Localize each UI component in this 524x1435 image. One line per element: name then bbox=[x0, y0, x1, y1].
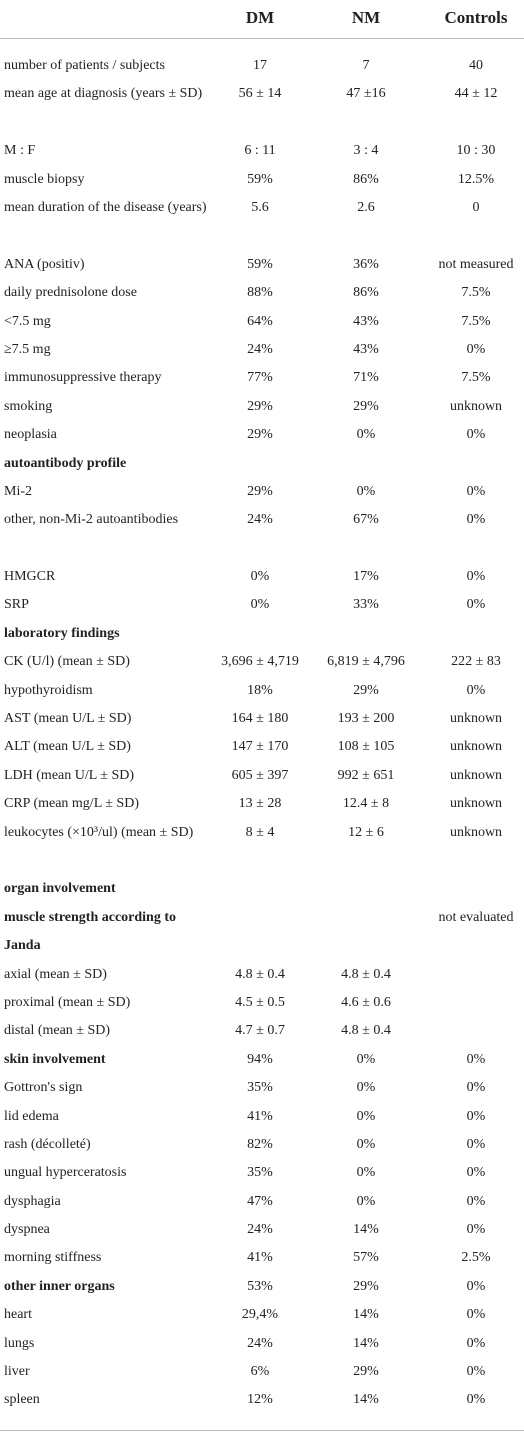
table-row bbox=[0, 450, 524, 478]
cell-nm: 4.8 ± 0.4 bbox=[341, 1023, 391, 1039]
table-row bbox=[0, 364, 524, 392]
row-label: morning stiffness bbox=[4, 1250, 102, 1266]
table-row bbox=[0, 166, 524, 194]
cell-dm: 82% bbox=[247, 1136, 273, 1152]
table-row bbox=[0, 989, 524, 1017]
cell-controls: 0% bbox=[466, 483, 486, 499]
cell-controls: 44 ± 12 bbox=[454, 86, 498, 102]
cell-nm: 0% bbox=[356, 1193, 376, 1209]
cell-controls: 0% bbox=[466, 427, 486, 443]
row-label: other, non-Mi-2 autoantibodies bbox=[4, 512, 179, 528]
cell-controls: 10 : 30 bbox=[456, 143, 496, 159]
cell-controls: 7.5% bbox=[461, 370, 491, 386]
cell-nm: 14% bbox=[353, 1335, 379, 1351]
row-label: other inner organs bbox=[4, 1278, 115, 1294]
row-label: axial (mean ± SD) bbox=[4, 966, 107, 982]
cell-controls: unknown bbox=[449, 739, 503, 755]
cell-dm: 29% bbox=[247, 398, 273, 414]
table-row bbox=[0, 279, 524, 307]
table-row bbox=[0, 1103, 524, 1131]
cell-nm: 29% bbox=[353, 1278, 379, 1294]
cell-dm: 24% bbox=[247, 1335, 273, 1351]
cell-nm: 0% bbox=[356, 1136, 376, 1152]
row-label: Gottron's sign bbox=[4, 1080, 83, 1096]
cell-controls: 0% bbox=[466, 1392, 486, 1408]
cell-dm: 605 ± 397 bbox=[231, 767, 289, 783]
cell-controls: 0% bbox=[466, 1080, 486, 1096]
cell-dm: 88% bbox=[247, 285, 273, 301]
cell-dm: 29,4% bbox=[241, 1307, 279, 1323]
cell-dm: 94% bbox=[247, 1051, 273, 1067]
table-row bbox=[0, 762, 524, 790]
cell-dm: 41% bbox=[247, 1108, 273, 1124]
cell-dm: 4.7 ± 0.7 bbox=[235, 1023, 285, 1039]
cell-controls: 0% bbox=[466, 1051, 486, 1067]
table-row bbox=[0, 393, 524, 421]
row-label: M : F bbox=[4, 143, 36, 159]
table-row bbox=[0, 1074, 524, 1102]
table-row bbox=[0, 961, 524, 989]
column-header-nm: NM bbox=[351, 8, 381, 27]
cell-dm: 12% bbox=[247, 1392, 273, 1408]
row-label: liver bbox=[4, 1364, 30, 1380]
cell-controls: unknown bbox=[449, 767, 503, 783]
cell-controls: 0% bbox=[466, 1108, 486, 1124]
table-row bbox=[0, 875, 524, 903]
cell-controls: 7.5% bbox=[461, 313, 491, 329]
cell-nm: 86% bbox=[353, 285, 379, 301]
cell-dm: 56 ± 14 bbox=[238, 86, 282, 102]
cell-dm: 8 ± 4 bbox=[245, 824, 275, 840]
cell-dm: 17 bbox=[253, 58, 267, 73]
row-label: CRP (mean mg/L ± SD) bbox=[4, 796, 139, 812]
cell-dm: 47% bbox=[247, 1193, 273, 1209]
table-row bbox=[0, 478, 524, 506]
table-row bbox=[0, 1358, 524, 1386]
row-label: immunosuppressive therapy bbox=[4, 370, 162, 386]
cell-nm: 43% bbox=[353, 313, 379, 329]
cell-dm: 18% bbox=[247, 682, 273, 698]
cell-nm: 7 bbox=[362, 58, 370, 73]
cell-nm: 0% bbox=[356, 1108, 376, 1124]
table-row bbox=[0, 1330, 524, 1358]
row-label: laboratory findings bbox=[4, 625, 120, 641]
cell-dm: 24% bbox=[247, 1222, 273, 1238]
cell-controls: unknown bbox=[449, 824, 503, 840]
cell-nm: 4.6 ± 0.6 bbox=[341, 994, 391, 1010]
cell-controls: 0% bbox=[466, 682, 486, 698]
cell-dm: 3,696 ± 4,719 bbox=[221, 654, 299, 670]
cell-nm: 2.6 bbox=[357, 199, 375, 215]
table-row bbox=[0, 819, 524, 876]
cell-nm: 12 ± 6 bbox=[348, 824, 384, 840]
table-row bbox=[0, 1273, 524, 1301]
cell-dm: 13 ± 28 bbox=[238, 796, 282, 812]
row-label: leukocytes (×10³/ul) (mean ± SD) bbox=[4, 824, 194, 840]
cell-nm: 47 ±16 bbox=[346, 86, 386, 102]
row-label: dysphagia bbox=[4, 1193, 61, 1209]
cell-dm: 24% bbox=[247, 512, 273, 528]
cell-dm: 6 : 11 bbox=[244, 143, 276, 159]
table-row bbox=[0, 705, 524, 733]
table-row bbox=[0, 52, 524, 80]
cell-dm: 4.5 ± 0.5 bbox=[235, 994, 285, 1010]
table-row bbox=[0, 251, 524, 279]
table-row bbox=[0, 137, 524, 165]
cell-dm: 41% bbox=[247, 1250, 273, 1266]
cell-nm: 33% bbox=[353, 597, 379, 613]
row-label: distal (mean ± SD) bbox=[4, 1023, 111, 1039]
cell-dm: 35% bbox=[247, 1165, 273, 1181]
cell-nm: 29% bbox=[353, 398, 379, 414]
table-row bbox=[0, 790, 524, 818]
cell-controls: 0% bbox=[466, 1193, 486, 1209]
cell-nm: 6,819 ± 4,796 bbox=[327, 654, 405, 670]
cell-nm: 193 ± 200 bbox=[337, 711, 395, 727]
row-label: SRP bbox=[4, 597, 29, 613]
row-label: smoking bbox=[4, 398, 53, 414]
cell-controls: 0% bbox=[466, 512, 486, 528]
table-row bbox=[0, 1386, 524, 1414]
cell-nm: 0% bbox=[356, 1080, 376, 1096]
row-label: organ involvement bbox=[4, 881, 116, 897]
table-row bbox=[0, 733, 524, 761]
table-row bbox=[0, 1131, 524, 1159]
cell-nm: 992 ± 651 bbox=[337, 767, 395, 783]
row-label: muscle strength according to Janda bbox=[4, 909, 176, 954]
table-row bbox=[0, 308, 524, 336]
cell-nm: 29% bbox=[353, 682, 379, 698]
cell-nm: 67% bbox=[353, 512, 379, 528]
table-row bbox=[0, 1046, 524, 1074]
cell-controls: 40 bbox=[469, 58, 483, 73]
cell-controls: 0% bbox=[466, 1335, 486, 1351]
cell-nm: 17% bbox=[353, 569, 379, 585]
cell-dm: 164 ± 180 bbox=[231, 711, 289, 727]
row-label: number of patients / subjects bbox=[4, 58, 165, 73]
column-header-controls: Controls bbox=[444, 8, 508, 27]
cell-nm: 108 ± 105 bbox=[337, 739, 395, 755]
cell-controls: 0% bbox=[466, 1278, 486, 1294]
table-row bbox=[0, 648, 524, 676]
row-label: AST (mean U/L ± SD) bbox=[4, 711, 132, 727]
row-label: ALT (mean U/L ± SD) bbox=[4, 739, 131, 755]
cell-dm: 4.8 ± 0.4 bbox=[235, 966, 285, 982]
row-label: daily prednisolone dose bbox=[4, 285, 137, 301]
row-label: muscle biopsy bbox=[4, 171, 85, 187]
column-header-dm: DM bbox=[245, 8, 275, 27]
row-label: proximal (mean ± SD) bbox=[4, 994, 131, 1010]
row-label: ≥7.5 mg bbox=[4, 341, 51, 357]
cell-controls: 0% bbox=[466, 341, 486, 357]
table-row bbox=[0, 677, 524, 705]
row-label: <7.5 mg bbox=[4, 313, 51, 329]
cell-nm: 29% bbox=[353, 1364, 379, 1380]
table-row bbox=[0, 1216, 524, 1244]
row-label: skin involvement bbox=[4, 1051, 106, 1067]
table-row bbox=[0, 336, 524, 364]
cell-dm: 0% bbox=[250, 597, 270, 613]
cell-dm: 35% bbox=[247, 1080, 273, 1096]
cell-nm: 0% bbox=[356, 1165, 376, 1181]
cell-dm: 0% bbox=[250, 569, 270, 585]
table-header bbox=[0, 0, 524, 39]
cell-nm: 14% bbox=[353, 1392, 379, 1408]
row-label: autoantibody profile bbox=[4, 455, 127, 471]
row-label: mean age at diagnosis (years ± SD) bbox=[4, 86, 203, 102]
cell-dm: 24% bbox=[247, 341, 273, 357]
cell-nm: 4.8 ± 0.4 bbox=[341, 966, 391, 982]
cell-controls: 0% bbox=[466, 1307, 486, 1323]
table-row bbox=[0, 1244, 524, 1272]
cell-controls: 0% bbox=[466, 1136, 486, 1152]
cell-controls: 0 bbox=[472, 199, 480, 215]
table-row bbox=[0, 1017, 524, 1045]
cell-nm: 14% bbox=[353, 1307, 379, 1323]
cell-nm: 86% bbox=[353, 171, 379, 187]
table-row bbox=[0, 421, 524, 449]
table-body bbox=[0, 39, 524, 1415]
cell-dm: 53% bbox=[247, 1278, 273, 1294]
cell-controls: 0% bbox=[466, 1364, 486, 1380]
cell-nm: 3 : 4 bbox=[353, 143, 379, 159]
cell-controls: not measured bbox=[438, 256, 514, 272]
cell-dm: 5.6 bbox=[251, 199, 269, 215]
table-row bbox=[0, 904, 524, 961]
table-row bbox=[0, 80, 524, 137]
cell-controls: unknown bbox=[449, 796, 503, 812]
cell-controls: 222 ± 83 bbox=[451, 654, 501, 670]
row-label: neoplasia bbox=[4, 427, 57, 443]
cell-nm: 14% bbox=[353, 1222, 379, 1238]
row-label: lungs bbox=[4, 1335, 35, 1351]
cell-controls: not evaluated bbox=[438, 909, 514, 925]
cell-nm: 0% bbox=[356, 427, 376, 443]
row-label: HMGCR bbox=[4, 569, 56, 585]
cell-nm: 57% bbox=[353, 1250, 379, 1266]
row-label: spleen bbox=[4, 1392, 40, 1408]
table-row bbox=[0, 1301, 524, 1329]
cell-nm: 43% bbox=[353, 341, 379, 357]
cell-nm: 71% bbox=[353, 370, 379, 386]
table-row bbox=[0, 1159, 524, 1187]
row-label: heart bbox=[4, 1307, 32, 1323]
cell-controls: 2.5% bbox=[461, 1250, 491, 1266]
row-label: ANA (positiv) bbox=[4, 256, 85, 272]
cell-controls: unknown bbox=[449, 711, 503, 727]
row-label: rash (décolleté) bbox=[4, 1136, 91, 1152]
cell-controls: 0% bbox=[466, 597, 486, 613]
row-label: Mi-2 bbox=[4, 483, 32, 499]
row-label: LDH (mean U/L ± SD) bbox=[4, 767, 135, 783]
cell-dm: 29% bbox=[247, 483, 273, 499]
cell-controls: 12.5% bbox=[457, 171, 495, 187]
cell-controls: unknown bbox=[449, 398, 503, 414]
row-label: mean duration of the disease (years) bbox=[4, 199, 207, 215]
row-label: ungual hyperceratosis bbox=[4, 1165, 127, 1181]
cell-dm: 29% bbox=[247, 427, 273, 443]
cell-dm: 147 ± 170 bbox=[231, 739, 289, 755]
row-label: CK (U/l) (mean ± SD) bbox=[4, 654, 130, 670]
row-label: lid edema bbox=[4, 1108, 59, 1124]
row-label: dyspnea bbox=[4, 1222, 50, 1238]
table-row bbox=[0, 194, 524, 251]
row-label: hypothyroidism bbox=[4, 682, 93, 698]
cell-controls: 0% bbox=[466, 569, 486, 585]
cell-dm: 77% bbox=[247, 370, 273, 386]
cell-dm: 59% bbox=[247, 171, 273, 187]
table-row bbox=[0, 591, 524, 619]
cell-dm: 64% bbox=[247, 313, 273, 329]
table-bottom-rule bbox=[0, 1430, 524, 1431]
table-row bbox=[0, 506, 524, 563]
cell-nm: 12.4 ± 8 bbox=[342, 796, 390, 812]
cell-dm: 6% bbox=[250, 1364, 270, 1380]
table-row bbox=[0, 563, 524, 591]
cell-nm: 0% bbox=[356, 1051, 376, 1067]
table-row bbox=[0, 620, 524, 648]
cell-nm: 0% bbox=[356, 483, 376, 499]
table-row bbox=[0, 1188, 524, 1216]
cell-controls: 0% bbox=[466, 1165, 486, 1181]
cell-controls: 0% bbox=[466, 1222, 486, 1238]
cell-dm: 59% bbox=[247, 256, 273, 272]
cell-nm: 36% bbox=[353, 256, 379, 272]
cell-controls: 7.5% bbox=[461, 285, 491, 301]
